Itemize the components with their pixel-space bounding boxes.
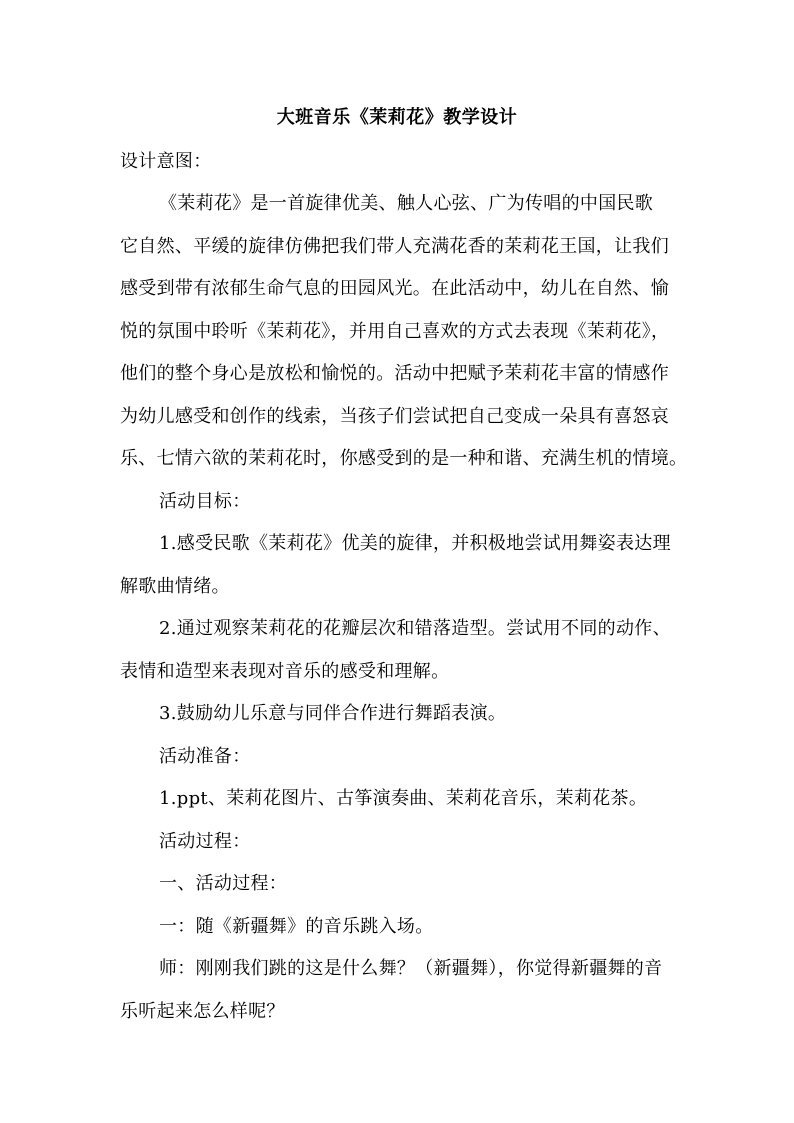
document-title: 大班音乐《茉莉花》教学设计: [276, 107, 518, 128]
goal-item-1-cont: 解歌曲情绪。: [120, 576, 230, 597]
process-step-1: 一：随《新疆舞》的音乐跳入场。: [159, 916, 434, 937]
process-subheading: 一、活动过程：: [159, 873, 288, 894]
preparation-item-1: 1.ppt、茉莉花图片、古筝演奏曲、茉莉花音乐，茉莉花茶。: [159, 788, 648, 809]
paragraph-line: 悦的氛围中聆听《茉莉花》，并用自己喜欢的方式去表现《茉莉花》，: [120, 321, 670, 342]
section-heading-preparation: 活动准备：: [159, 746, 251, 767]
section-heading-goals: 活动目标：: [159, 491, 251, 512]
goal-item-2: 2.通过观察茉莉花的花瓣层次和错落造型。尝试用不同的动作、: [159, 618, 671, 639]
goal-item-1: 1.感受民歌《茉莉花》优美的旋律，并积极地尝试用舞姿表达理: [159, 533, 671, 554]
paragraph-line: 乐、七情六欲的茉莉花时，你感受到的是一种和谐、充满生机的情境。: [120, 448, 688, 469]
section-heading-process: 活动过程：: [159, 831, 251, 852]
teacher-dialogue: 师：刚刚我们跳的这是什么舞？（新疆舞），你觉得新疆舞的音: [159, 958, 663, 979]
paragraph-line: 它自然、平缓的旋律仿佛把我们带人充满花香的茉莉花王国，让我们: [120, 236, 669, 257]
section-heading-design-intent: 设计意图：: [120, 151, 212, 172]
paragraph-line: 他们的整个身心是放松和愉悦的。活动中把赋予茉莉花丰富的情感作: [120, 363, 669, 384]
paragraph-line: 感受到带有浓郁生命气息的田园风光。在此活动中，幼儿在自然、愉: [120, 278, 669, 299]
paragraph-line: 《茉莉花》是一首旋律优美、触人心弦、广为传唱的中国民歌: [159, 193, 654, 214]
paragraph-line: 为幼儿感受和创作的线索，当孩子们尝试把自己变成一朵具有喜怒哀: [120, 406, 669, 427]
goal-item-3: 3.鼓励幼儿乐意与同伴合作进行舞蹈表演。: [159, 703, 507, 724]
teacher-dialogue-cont: 乐听起来怎么样呢？: [120, 1001, 285, 1022]
goal-item-2-cont: 表情和造型来表现对音乐的感受和理解。: [120, 661, 450, 682]
